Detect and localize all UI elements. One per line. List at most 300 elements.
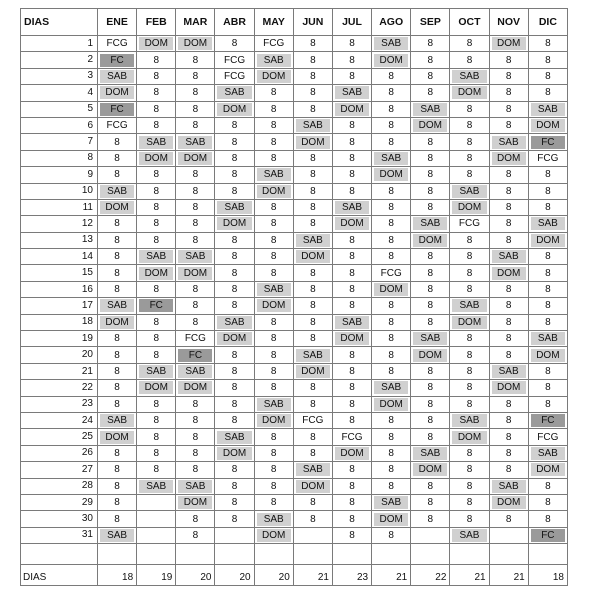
cell-value: 8 (270, 497, 277, 509)
cell-value: SAB (296, 349, 330, 362)
table-cell (450, 494, 489, 510)
table-cell (489, 232, 528, 248)
table-cell (372, 68, 411, 84)
cell-value: 8 (545, 251, 551, 263)
table-cell (215, 52, 254, 68)
table-cell (450, 265, 489, 281)
day-number: 6 (21, 117, 98, 133)
table-cell (411, 462, 450, 478)
table-cell (98, 281, 137, 297)
cell-value: 8 (310, 70, 316, 82)
table-cell (528, 527, 567, 543)
cell-value: SAB (257, 513, 291, 526)
cell-value: SAB (296, 234, 330, 247)
table-cell (332, 478, 371, 494)
cell-value: DOM (492, 37, 526, 50)
table-cell (137, 478, 176, 494)
cell-value: 8 (388, 480, 394, 492)
table-cell (176, 52, 215, 68)
table-cell (332, 134, 371, 150)
cell-value: 8 (545, 87, 551, 99)
table-cell (489, 380, 528, 396)
cell-value: 8 (114, 333, 120, 345)
table-cell (293, 68, 332, 84)
cell-value: 8 (388, 300, 394, 312)
table-cell (176, 183, 215, 199)
cell-value: FCG (458, 218, 481, 230)
cell-value: 8 (349, 284, 355, 296)
table-cell (528, 347, 567, 363)
cell-value: 8 (270, 120, 277, 132)
cell-value: 8 (270, 202, 277, 214)
cell-value: SAB (217, 86, 251, 99)
table-cell (176, 167, 215, 183)
table-cell (98, 199, 137, 215)
total-nov: 21 (489, 565, 528, 586)
cell-value: 8 (153, 70, 160, 82)
cell-value: 8 (427, 202, 434, 214)
cell-value: 8 (231, 480, 238, 492)
table-cell (176, 85, 215, 101)
table-cell (293, 298, 332, 314)
header-dic: DIC (528, 9, 567, 36)
table-cell (137, 462, 176, 478)
table-cell (528, 314, 567, 330)
cell-value: 8 (349, 415, 355, 427)
table-cell (137, 101, 176, 117)
table-cell (528, 412, 567, 428)
day-number: 18 (21, 314, 98, 330)
table-cell (411, 527, 450, 543)
cell-value: 8 (427, 415, 434, 427)
table-cell (372, 232, 411, 248)
cell-value: 8 (310, 431, 316, 443)
table-row (21, 150, 568, 166)
table-row (21, 347, 568, 363)
cell-value: DOM (296, 480, 330, 493)
day-number: 1 (21, 36, 98, 52)
cell-value: 8 (505, 513, 512, 525)
header-oct: OCT (450, 9, 489, 36)
cell-value: DOM (178, 152, 212, 165)
cell-value: 8 (388, 349, 394, 361)
table-row (21, 429, 568, 445)
header-sep: SEP (411, 9, 450, 36)
table-cell (372, 101, 411, 117)
cell-value: 8 (427, 87, 434, 99)
table-cell (137, 134, 176, 150)
cell-value: 8 (349, 136, 355, 148)
cell-value: 8 (310, 316, 316, 328)
table-cell (332, 380, 371, 396)
cell-value: DOM (374, 283, 408, 296)
table-cell (372, 298, 411, 314)
table-cell (332, 249, 371, 265)
table-cell (450, 412, 489, 428)
cell-value: 8 (231, 366, 238, 377)
cell-value: FCG (106, 38, 128, 50)
table-cell (98, 85, 137, 101)
table-cell (293, 314, 332, 330)
cell-value: 8 (270, 366, 277, 377)
cell-value: 8 (231, 497, 238, 509)
table-cell (254, 331, 293, 347)
cell-value: 8 (231, 185, 238, 197)
cell-value: 8 (114, 234, 120, 246)
table-cell (450, 445, 489, 461)
cell-value: 8 (231, 464, 238, 476)
cell-value: 8 (153, 169, 160, 181)
cell-value: 8 (427, 284, 434, 296)
table-cell (98, 117, 137, 133)
cell-value: 8 (427, 513, 434, 525)
cell-value: 8 (231, 152, 238, 164)
cell-value: SAB (531, 447, 565, 460)
cell-value: SAB (257, 283, 291, 296)
cell-value: 8 (270, 333, 277, 345)
cell-value: 8 (466, 382, 473, 394)
cell-value: SAB (374, 152, 408, 165)
table-cell (293, 281, 332, 297)
cell-value: 8 (270, 103, 277, 115)
table-cell (332, 298, 371, 314)
cell-value: SAB (257, 54, 291, 67)
table-cell (215, 216, 254, 232)
cell-value: SAB (452, 529, 486, 542)
table-cell (98, 363, 137, 379)
cell-value: 8 (231, 513, 238, 525)
table-cell (293, 265, 332, 281)
cell-value: 8 (192, 529, 199, 541)
cell-value: 8 (466, 284, 473, 296)
cell-value: 8 (349, 366, 355, 377)
table-cell (98, 232, 137, 248)
cell-value: 8 (466, 251, 473, 263)
cell-value: DOM (139, 381, 173, 394)
cell-value: 8 (231, 349, 238, 361)
table-cell (528, 216, 567, 232)
total-jun: 21 (293, 565, 332, 586)
table-cell (372, 314, 411, 330)
table-cell (411, 183, 450, 199)
table-cell (215, 150, 254, 166)
day-number: 2 (21, 52, 98, 68)
table-cell (254, 216, 293, 232)
cell-value: 8 (270, 234, 277, 246)
cell-value: DOM (217, 217, 251, 230)
table-cell (332, 216, 371, 232)
day-number: 26 (21, 445, 98, 461)
table-cell (293, 101, 332, 117)
cell-value: 8 (505, 120, 512, 132)
table-cell (176, 511, 215, 527)
table-cell (450, 511, 489, 527)
table-cell (450, 429, 489, 445)
cell-value: DOM (335, 217, 369, 230)
table-cell (450, 36, 489, 52)
table-cell (215, 68, 254, 84)
cell-value: 8 (505, 284, 512, 296)
cell-value: 8 (388, 251, 394, 263)
cell-value: 8 (545, 366, 551, 377)
table-cell (528, 429, 567, 445)
cell-value: 8 (349, 382, 355, 394)
table-cell (176, 527, 215, 543)
table-cell (489, 527, 528, 543)
cell-value: 8 (545, 267, 551, 279)
table-row (21, 527, 568, 543)
cell-value: 8 (310, 103, 316, 115)
cell-value: DOM (178, 37, 212, 50)
table-cell (489, 494, 528, 510)
cell-value: 8 (388, 234, 394, 246)
cell-value: SAB (296, 119, 330, 132)
total-ene: 18 (98, 565, 137, 586)
table-cell (372, 199, 411, 215)
cell-value: SAB (100, 529, 134, 542)
cell-value: SAB (335, 86, 369, 99)
spacer-row (21, 544, 568, 565)
cell-value: DOM (100, 86, 134, 99)
cell-value: DOM (531, 234, 565, 247)
cell-value: DOM (178, 381, 212, 394)
cell-value: 8 (388, 87, 394, 99)
cell-value: 8 (466, 103, 473, 115)
day-number: 12 (21, 216, 98, 232)
cell-value: 8 (505, 464, 512, 476)
cell-value: 8 (388, 120, 394, 132)
cell-value: 8 (114, 480, 120, 492)
table-cell (372, 150, 411, 166)
table-row (21, 298, 568, 314)
cell-value: DOM (178, 267, 212, 280)
cell-value: 8 (153, 316, 160, 328)
table-cell (489, 445, 528, 461)
cell-value: 8 (466, 349, 473, 361)
table-row (21, 199, 568, 215)
cell-value: DOM (296, 250, 330, 263)
cell-value: 8 (427, 316, 434, 328)
cell-value: 8 (545, 513, 551, 525)
cell-value: 8 (153, 284, 160, 296)
cell-value: 8 (310, 497, 316, 509)
table-cell (450, 347, 489, 363)
table-cell (293, 462, 332, 478)
table-cell (176, 331, 215, 347)
cell-value: 8 (466, 169, 473, 181)
cell-value: SAB (100, 299, 134, 312)
table-cell (293, 347, 332, 363)
cell-value: 8 (114, 366, 120, 377)
table-cell (293, 511, 332, 527)
table-cell (254, 183, 293, 199)
table-cell (528, 494, 567, 510)
cell-value: SAB (413, 332, 447, 345)
cell-value: 8 (466, 497, 473, 509)
table-cell (137, 363, 176, 379)
table-cell (215, 36, 254, 52)
table-cell (332, 68, 371, 84)
cell-value: 8 (310, 333, 316, 345)
day-number: 5 (21, 101, 98, 117)
table-row (21, 396, 568, 412)
cell-value: SAB (452, 70, 486, 83)
cell-value: 8 (505, 349, 512, 361)
day-number: 8 (21, 150, 98, 166)
table-cell (332, 199, 371, 215)
table-cell (215, 363, 254, 379)
total-may: 20 (254, 565, 293, 586)
table-cell (98, 314, 137, 330)
table-cell (98, 380, 137, 396)
table-cell (176, 281, 215, 297)
table-cell (98, 36, 137, 52)
cell-value (217, 529, 251, 542)
table-cell (528, 117, 567, 133)
cell-value: 8 (349, 38, 355, 50)
day-number: 31 (21, 527, 98, 543)
table-cell (332, 36, 371, 52)
cell-value: DOM (217, 447, 251, 460)
cell-value: 8 (192, 54, 199, 66)
cell-value: 8 (192, 398, 199, 410)
cell-value: 8 (349, 513, 355, 525)
header-dias: DIAS (21, 9, 98, 36)
table-cell (411, 478, 450, 494)
table-cell (372, 396, 411, 412)
table-cell (528, 281, 567, 297)
cell-value: DOM (217, 103, 251, 116)
table-cell (98, 331, 137, 347)
cell-value: 8 (114, 398, 120, 410)
cell-value: 8 (388, 185, 394, 197)
table-cell (254, 150, 293, 166)
cell-value: 8 (192, 202, 199, 214)
table-cell (293, 199, 332, 215)
table-cell (293, 117, 332, 133)
header-jun: JUN (293, 9, 332, 36)
cell-value: SAB (217, 201, 251, 214)
table-cell (332, 183, 371, 199)
table-cell (176, 265, 215, 281)
cell-value: SAB (335, 316, 369, 329)
table-cell (176, 298, 215, 314)
cell-value: 8 (270, 218, 277, 230)
table-cell (215, 445, 254, 461)
table-cell (411, 167, 450, 183)
cell-value: 8 (310, 218, 316, 230)
table-cell (254, 281, 293, 297)
table-cell (254, 265, 293, 281)
table-cell (450, 298, 489, 314)
cell-value: 8 (153, 202, 160, 214)
table-cell (332, 85, 371, 101)
table-cell (215, 462, 254, 478)
table-cell (332, 445, 371, 461)
table-cell (293, 85, 332, 101)
table-row (21, 494, 568, 510)
cell-value: 8 (388, 415, 394, 427)
cell-value: 8 (270, 87, 277, 99)
cell-value: 8 (505, 234, 512, 246)
day-number: 20 (21, 347, 98, 363)
table-cell (411, 347, 450, 363)
cell-value: 8 (388, 464, 394, 476)
table-cell (98, 527, 137, 543)
table-cell (176, 462, 215, 478)
table-cell (411, 281, 450, 297)
day-number: 25 (21, 429, 98, 445)
day-number: 3 (21, 68, 98, 84)
table-cell (137, 183, 176, 199)
table-cell (528, 331, 567, 347)
table-cell (254, 380, 293, 396)
table-row (21, 265, 568, 281)
day-number: 16 (21, 281, 98, 297)
table-cell (137, 347, 176, 363)
table-cell (489, 134, 528, 150)
cell-value: 8 (545, 382, 551, 394)
table-cell (450, 134, 489, 150)
table-cell (254, 85, 293, 101)
cell-value: 8 (505, 300, 512, 312)
table-cell (411, 216, 450, 232)
cell-value: 8 (153, 415, 160, 427)
cell-value: 8 (388, 70, 394, 82)
cell-value: 8 (545, 480, 551, 492)
cell-value: 8 (310, 169, 316, 181)
table-cell (293, 412, 332, 428)
table-cell (215, 298, 254, 314)
cell-value: 8 (349, 234, 355, 246)
table-cell (372, 494, 411, 510)
cell-value: 8 (114, 136, 120, 148)
cell-value: 8 (270, 480, 277, 492)
table-cell (254, 363, 293, 379)
table-row (21, 331, 568, 347)
table-body (21, 36, 568, 544)
table-cell (332, 265, 371, 281)
table-cell (411, 265, 450, 281)
cell-value: 8 (505, 169, 512, 181)
cell-value: 8 (349, 300, 355, 312)
table-cell (450, 363, 489, 379)
table-row (21, 52, 568, 68)
table-cell (293, 478, 332, 494)
table-cell (254, 478, 293, 494)
table-cell (98, 478, 137, 494)
table-cell (137, 199, 176, 215)
table-cell (215, 183, 254, 199)
cell-value: 8 (153, 349, 160, 361)
table-cell (254, 494, 293, 510)
table-row (21, 445, 568, 461)
table-cell (137, 85, 176, 101)
day-number: 19 (21, 331, 98, 347)
table-cell (254, 249, 293, 265)
header-jul: JUL (332, 9, 371, 36)
table-cell (176, 445, 215, 461)
header-nov: NOV (489, 9, 528, 36)
table-cell (137, 68, 176, 84)
table-cell (176, 216, 215, 232)
table-cell (332, 52, 371, 68)
cell-value: SAB (100, 414, 134, 427)
cell-value: 8 (153, 431, 160, 443)
table-cell (450, 232, 489, 248)
table-cell (176, 314, 215, 330)
table-cell (332, 331, 371, 347)
